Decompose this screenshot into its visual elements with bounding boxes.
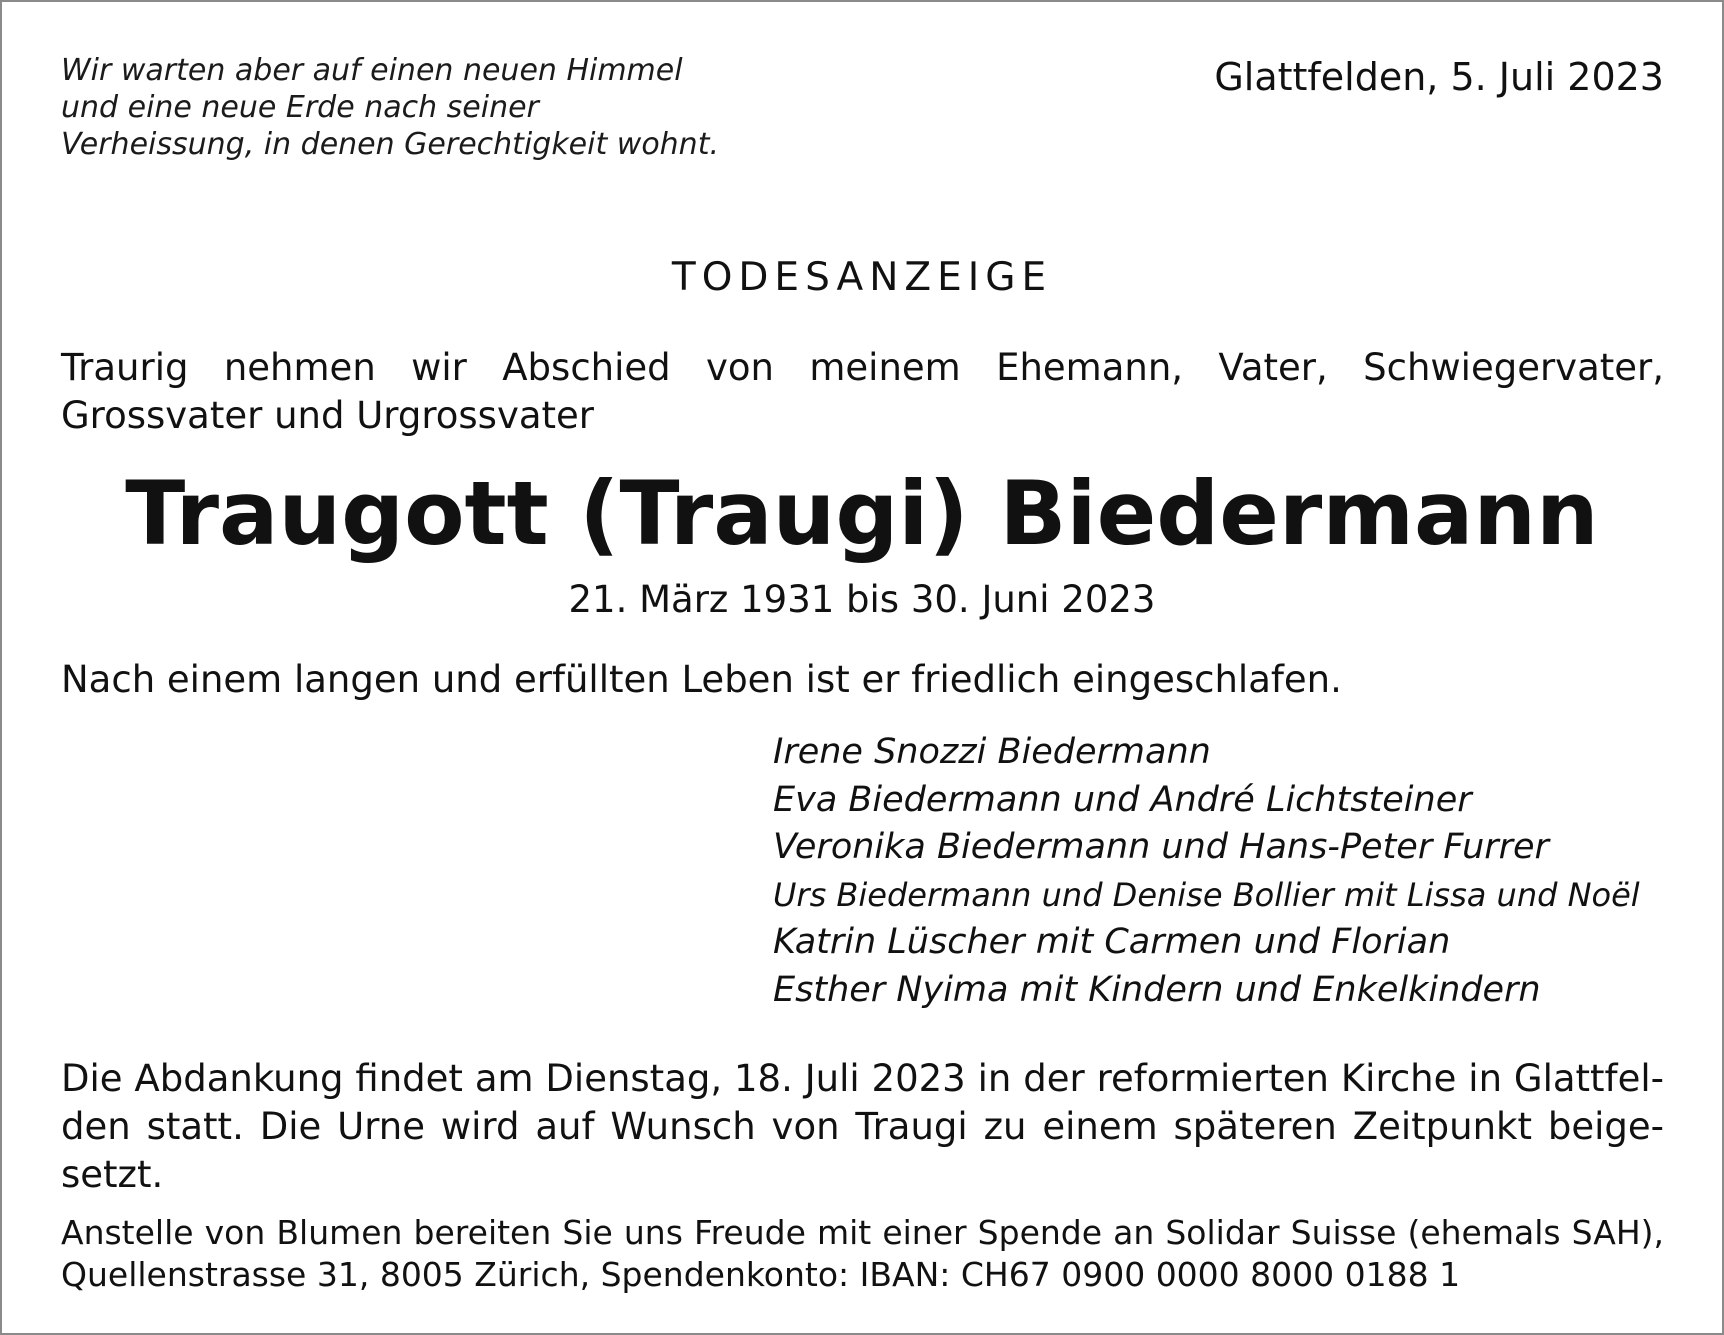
- notice-heading: TODESANZEIGE: [671, 255, 1053, 300]
- intro-text: Traurig nehmen wir Abschied von meinem Ehemann, Vater, Schwiegervater, Grossvater und Urgrossvater: [61, 346, 1664, 437]
- funeral-service-text: Die Abdankung findet am Dienstag, 18. Juli 2023 in der reformierten Kirche in Glattfelden statt. Die Urne wird auf Wunsch von Traugi zu einem späteren Zeitpunkt beigesetzt.: [61, 1057, 1664, 1196]
- bible-verse: [61, 52, 719, 163]
- verse-line: und eine neue Erde nach seiner: [61, 90, 539, 125]
- mourner-line: Katrin Lüscher mit Carmen und Florian: [773, 922, 1451, 962]
- verse-line: Wir warten aber auf einen neuen Himmel: [61, 53, 683, 88]
- mourner-line: Eva Biedermann und André Lichtsteiner: [773, 779, 1472, 820]
- mourners-list: [773, 729, 1640, 1014]
- verse-line: Verheissung, in denen Gerechtigkeit wohnt.: [61, 127, 719, 162]
- deceased-name: Traugott (Traugi) Biedermann: [125, 462, 1599, 565]
- place-date: Glattfelden, 5. Juli 2023: [1214, 55, 1664, 99]
- statement-text: Nach einem langen und erfüllten Leben ist er friedlich eingeschlafen.: [61, 658, 1342, 701]
- mourner-line: Urs Biedermann und Denise Bollier mit Lissa und Noël: [773, 875, 1640, 914]
- mourner-line: Veronika Biedermann und Hans-Peter Furrer: [773, 827, 1549, 867]
- donation-text: Anstelle von Blumen bereiten Sie uns Freude mit einer Spende an Solidar Suisse (ehemals SAH), Quellenstrasse 31, 8005 Zürich, Spendenkonto: IBAN: CH67 0900 0000 8000 0188 1: [61, 1213, 1664, 1294]
- mourner-line: Irene Snozzi Biedermann: [773, 732, 1211, 772]
- life-dates: 21. März 1931 bis 30. Juni 2023: [568, 578, 1156, 621]
- mourner-line: Esther Nyima mit Kindern und Enkelkindern: [773, 969, 1541, 1010]
